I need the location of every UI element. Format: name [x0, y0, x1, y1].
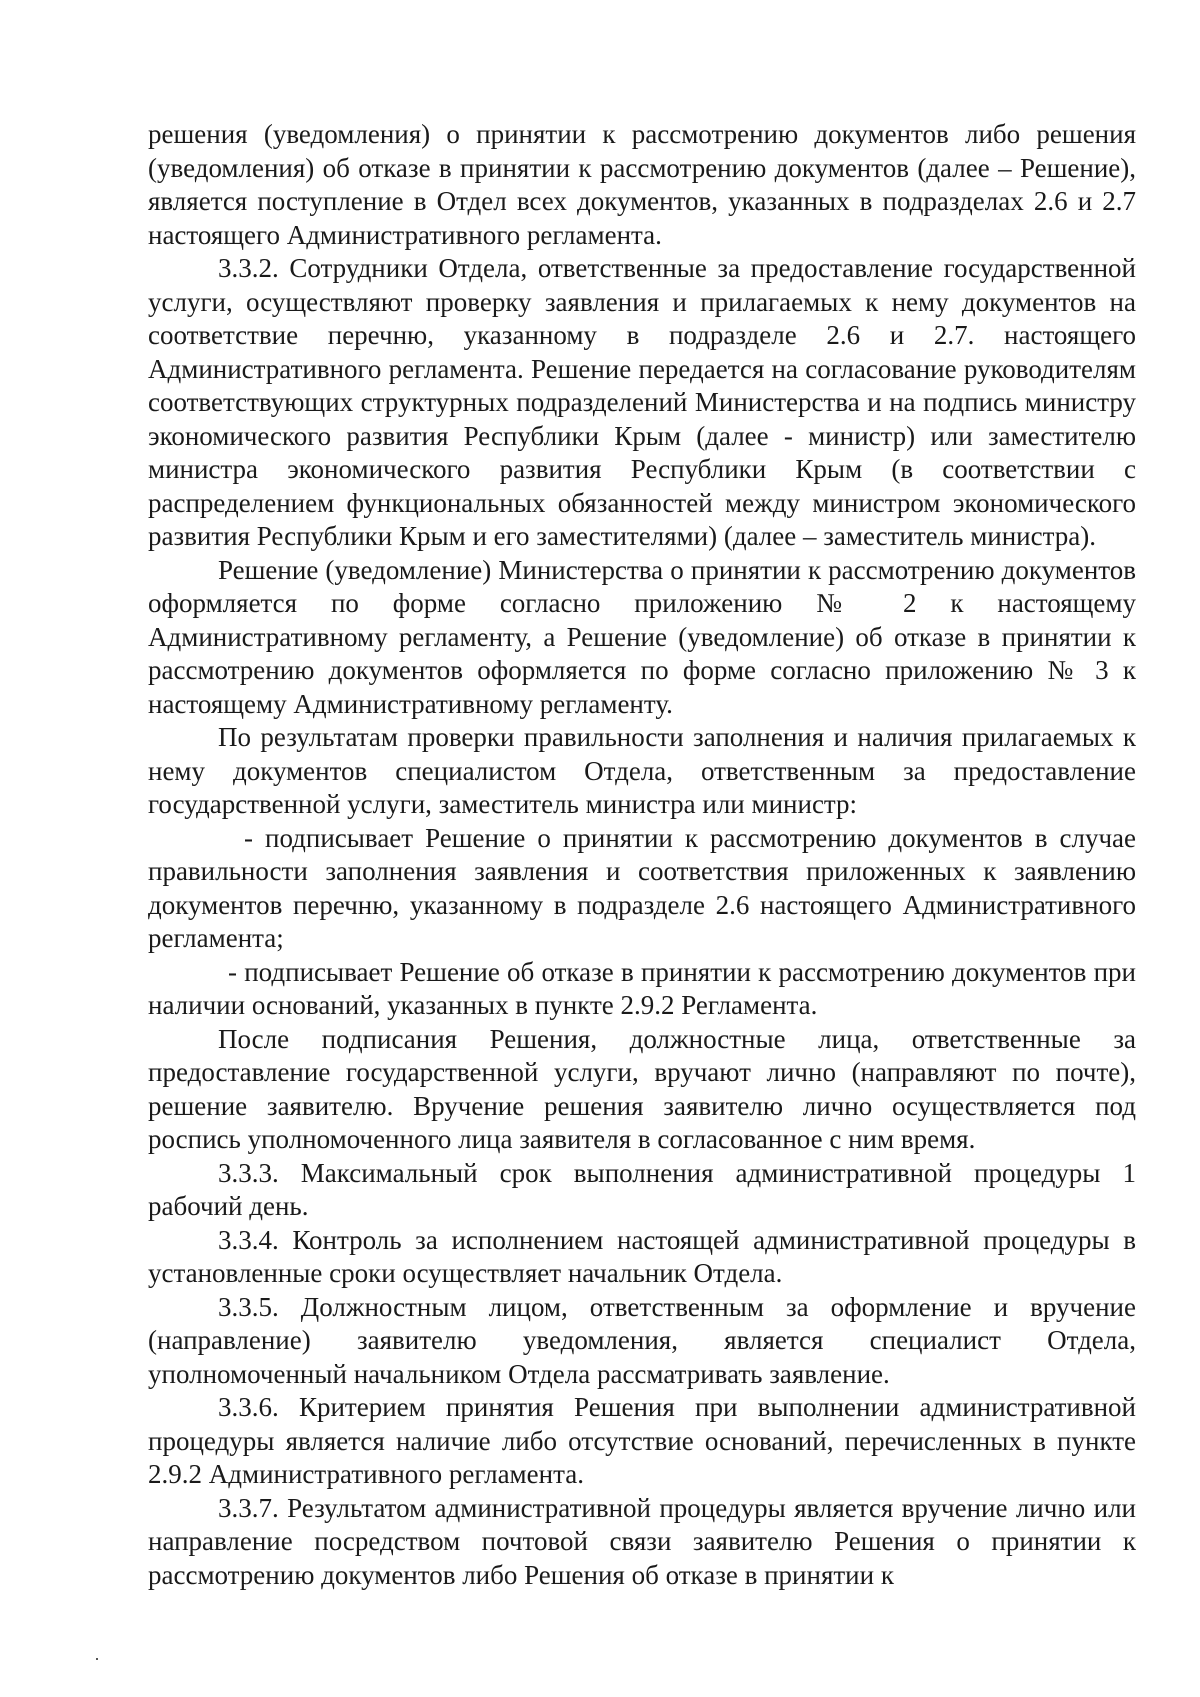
document-body [148, 118, 1136, 1592]
paragraph-3-3-7: 3.3.7. Результатом административной процедуры является вручение лично или направление посредством почтовой связи заявителю Решения о принятии к рассмотрению документов либо Решения об отказе в принятии к [148, 1492, 1136, 1590]
paragraph-3-3-4: 3.3.4. Контроль за исполнением настоящей административной процедуры в установленные сроки осуществляет начальник Отдела. [148, 1224, 1136, 1288]
paragraph-3-3-5: 3.3.5. Должностным лицом, ответственным за оформление и вручение (направление) заявителю уведомления, является специалист Отдела, уполномоченный начальником Отдела рассматривать заявление. [148, 1291, 1136, 1389]
list-item-sign-accept: - подписывает Решение о принятии к рассмотрению документов в случае правильности заполнения заявления и соответствия приложенных к заявлению документов перечню, указанному в подразделе 2.6 настоящего Административного регламента; [148, 822, 1136, 953]
paragraph-3-3-2: 3.3.2. Сотрудники Отдела, ответственные за предоставление государственной услуги, осуществляют проверку заявления и прилагаемых к нему документов на соответствие перечню, указанному в подразделе 2.6 и 2.7. настоящего Административного регламента. Решение передается на согласование руководителям соответствующих структурных подразделений Министерства и на подпись министру экономического развития Республики Крым (далее - министр) или заместителю министра экономического развития Республики Крым (в соответствии с распределением функциональных обязанностей между министром экономического развития Республики Крым и его заместителями) (далее – заместитель министра). [148, 253, 1136, 551]
list-item-sign-refuse: - подписывает Решение об отказе в принятии к рассмотрению документов при наличии оснований, указанных в пункте 2.9.2 Регламента. [148, 956, 1136, 1020]
paragraph-check-results: По результатам проверки правильности заполнения и наличия прилагаемых к нему документов специалистом Отдела, ответственным за предоставление государственной услуги, заместитель министра или министр: [148, 722, 1136, 819]
paragraph-after-signing: После подписания Решения, должностные лица, ответственные за предоставление государственной услуги, вручают лично (направляют по почте), решение заявителю. Вручение решения заявителю лично осуществляется под роспись уполномоченного лица заявителя в согласованное с ним время. [148, 1023, 1136, 1154]
paragraph-decision-forms: Решение (уведомление) Министерства о принятии к рассмотрению документов оформляется по форме согласно приложению № 2 к настоящему Административному регламенту, а Решение (уведомление) об отказе в принятии к рассмотрению документов оформляется по форме согласно приложению № 3 к настоящему Административному регламенту. [148, 554, 1136, 719]
scan-artifact-dot [96, 1658, 98, 1660]
paragraph-3-3-6: 3.3.6. Критерием принятия Решения при выполнении административной процедуры является наличие либо отсутствие оснований, перечисленных в пункте 2.9.2 Административного регламента. [148, 1392, 1136, 1489]
paragraph-3-3-3: 3.3.3. Максимальный срок выполнения административной процедуры 1 рабочий день. [148, 1157, 1136, 1221]
paragraph-continuation: решения (уведомления) о принятии к рассмотрению документов либо решения (уведомления) об отказе в принятии к рассмотрению документов (далее – Решение), является поступление в Отдел всех документов, указанных в подразделах 2.6 и 2.7 настоящего Административного регламента. [148, 119, 1136, 250]
